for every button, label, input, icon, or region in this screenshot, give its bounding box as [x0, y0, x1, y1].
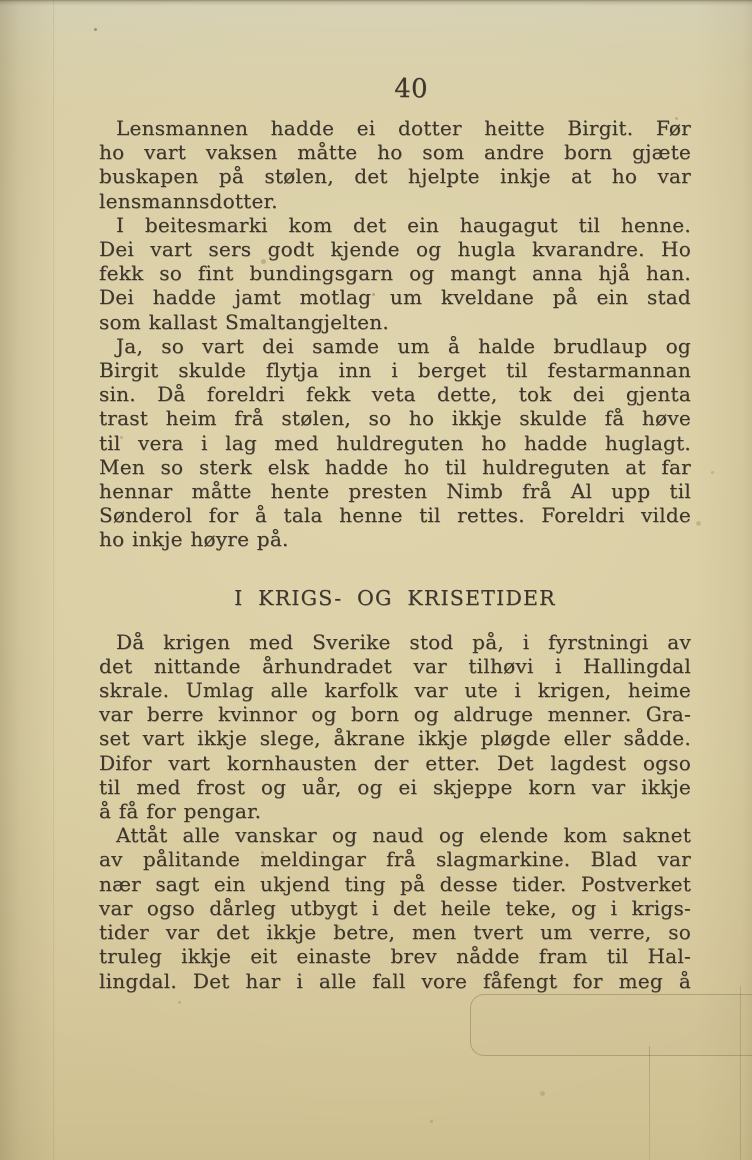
text-line: var ogso dårleg utbygt i det heile teke, og i krigs- — [99, 895, 691, 920]
text-line: ho inkje høyre på. — [99, 527, 289, 552]
text-line: Lensmannen hadde ei dotter heitte Birgit. Før — [116, 116, 691, 140]
text-line: trast heim frå stølen, so ho ikkje skulde få høve — [99, 406, 691, 431]
page-number: 40 — [394, 74, 428, 104]
text-line: var berre kvinnor og born og aldruge menner. Gra- — [99, 702, 691, 727]
text-line: å få for pengar. — [99, 799, 262, 824]
text-line: sin. Då foreldri fekk veta dette, tok dei gjenta — [99, 382, 691, 407]
text-line: som kallast Smaltangjelten. — [99, 309, 389, 334]
dust-specks — [0, 0, 3, 3]
section-heading: I KRIGS- OG KRISETIDER — [234, 585, 556, 610]
text-line: Sønderol for å tala henne til rettes. Foreldri vilde — [99, 503, 691, 528]
text-line: til med frost og uår, og ei skjeppe korn var ikkje — [99, 774, 691, 799]
text-line: truleg ikkje eit einaste brev nådde fram til Hal- — [99, 944, 691, 969]
text-line: Dei hadde jamt motlag um kveldane på ein stad — [99, 285, 691, 310]
text-line: skrale. Umlag alle karfolk var ute i krigen, heime — [99, 678, 691, 703]
page-crease-line — [649, 1046, 650, 1160]
page-edge-line — [740, 986, 741, 1160]
text-line: I beitesmarki kom det ein haugagut til henne. — [116, 212, 691, 237]
text-line: lingdal. Det har i alle fall vore fåfengt for meg å — [99, 968, 691, 993]
text-line: til vera i lag med huldreguten ho hadde huglagt. — [99, 430, 691, 455]
paragraph — [99, 213, 691, 334]
text-line: Då krigen med Sverike stod på, i fyrstningi av — [116, 629, 691, 654]
text-line: Difor vart kornhausten der etter. Det lagdest ogso — [99, 750, 691, 775]
paragraph — [99, 823, 691, 992]
text-line: av pålitande meldingar frå slagmarkine. Blad var — [99, 847, 691, 872]
text-line: buskapen på stølen, det hjelpte inkje at ho var — [99, 164, 691, 189]
text-block — [99, 116, 691, 993]
text-line: lensmannsdotter. — [99, 188, 278, 213]
text-line: Ja, so vart dei samde um å halde brudlaup og — [116, 333, 691, 358]
text-line: ho vart vaksen måtte ho som andre born gjæte — [99, 140, 691, 165]
text-line: hennar måtte hente presten Nimb frå Al upp til — [99, 479, 691, 504]
paragraph — [99, 630, 691, 824]
text-line: det nittande århundradet var tilhøvi i Hallingdal — [99, 653, 691, 678]
text-line: Men so sterk elsk hadde ho til huldreguten at far — [99, 454, 691, 479]
text-line: fekk so fint bundingsgarn og mangt anna hjå han. — [99, 261, 691, 286]
paragraph — [99, 334, 691, 552]
text-line: Attåt alle vanskar og naud og elende kom saknet — [116, 823, 691, 848]
text-line: set vart ikkje slege, åkrane ikkje pløgde eller sådde. — [99, 726, 691, 751]
text-line: nær sagt ein ukjend ting på desse tider. Postverket — [99, 871, 691, 896]
text-line: Dei vart sers godt kjende og hugla kvarandre. Ho — [99, 237, 691, 262]
text-line: tider var det ikkje betre, men tvert um verre, so — [99, 920, 691, 945]
text-line: Birgit skulde flytja inn i berget til festarmannan — [99, 358, 691, 383]
paragraph — [99, 116, 691, 213]
page-gutter-shadow — [53, 0, 54, 1160]
sticker-ghost-outline — [470, 994, 752, 1056]
